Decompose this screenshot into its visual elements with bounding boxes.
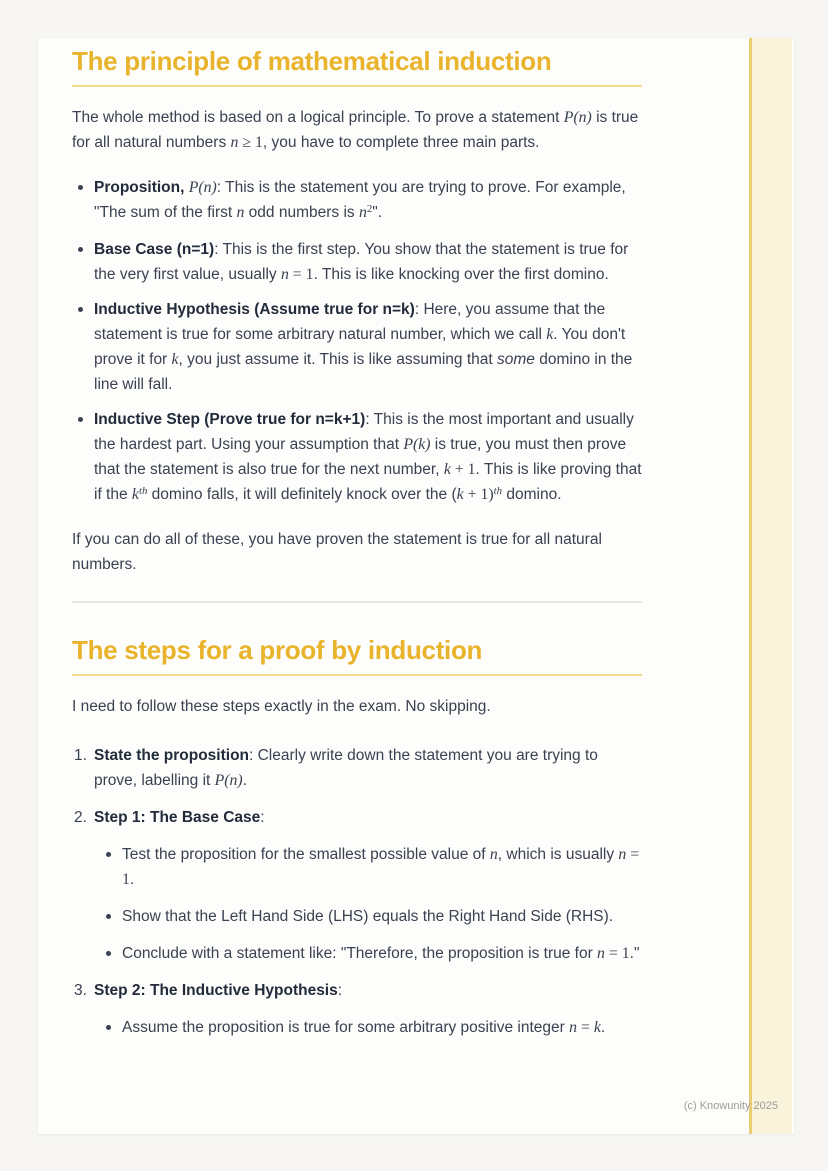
list-item-text: Proposition, P(n): This is the statement you are trying to prove. For example, "The sum of the first n odd numbers is $n^2$".: [94, 179, 626, 221]
section-title: The steps for a proof by induction: [72, 635, 642, 676]
step-number: 1.: [74, 747, 87, 764]
list-item: [94, 941, 642, 966]
bullet-list: [72, 175, 642, 509]
list-item: [72, 297, 642, 397]
outro-paragraph: If you can do all of these, you have proven the statement is true for all natural numbers.: [72, 531, 602, 573]
page-title: The principle of mathematical induction: [72, 46, 642, 87]
bullet-icon: [78, 307, 83, 312]
intro-paragraph: The whole method is based on a logical principle. To prove a statement P(n) is true for all natural numbers n ≥ 1, you have to complete three main parts.: [72, 109, 639, 151]
bullet-icon: [106, 852, 111, 857]
list-item: [72, 237, 642, 287]
section-divider: [72, 601, 642, 603]
sub-bullet-list: [94, 842, 642, 966]
list-item: [72, 407, 642, 509]
list-item: [72, 175, 642, 227]
numbered-step: [72, 978, 642, 1040]
numbered-step: [72, 743, 642, 793]
bullet-icon: [78, 247, 83, 252]
step-text: Step 2: The Inductive Hypothesis:: [94, 982, 343, 999]
list-item-text: Base Case (n=1): This is the first step. You show that the statement is true for the very first value, usually n = 1. This is like knocking over the first domino.: [94, 241, 629, 283]
bullet-icon: [106, 951, 111, 956]
list-item-text: Inductive Hypothesis (Assume true for n=k): Here, you assume that the statement is true for some arbitrary natural number, which we call k. You don't prove it for k, you just assume it. This is like assuming that some domino in the line will fall.: [94, 301, 633, 393]
step-text: State the proposition: Clearly write down the statement you are trying to prove, labelling it P(n).: [94, 747, 598, 789]
list-item-text: Test the proposition for the smallest possible value of n, which is usually n = 1.: [122, 846, 640, 888]
step-number: 2.: [74, 809, 87, 826]
step-text: Step 1: The Base Case:: [94, 809, 265, 826]
document-page: [38, 38, 794, 1134]
intro-paragraph: I need to follow these steps exactly in the exam. No skipping.: [72, 698, 491, 715]
document-content: [72, 38, 642, 1040]
right-margin-strip: [749, 38, 792, 1134]
step-number: 3.: [74, 982, 87, 999]
list-item: [94, 1015, 642, 1040]
numbered-list: [72, 743, 642, 1040]
list-item-text: Show that the Left Hand Side (LHS) equals the Right Hand Side (RHS).: [122, 908, 614, 925]
list-item-text: Assume the proposition is true for some arbitrary positive integer n = k.: [122, 1019, 606, 1036]
list-item: [94, 842, 642, 892]
bullet-icon: [78, 417, 83, 422]
section-steps: [72, 635, 642, 1040]
sub-bullet-list: [94, 1015, 642, 1040]
copyright-watermark: (c) Knowunity 2025: [683, 1100, 778, 1112]
bullet-icon: [106, 914, 111, 919]
list-item: [94, 904, 642, 929]
section-principle: [72, 46, 642, 577]
numbered-step: [72, 805, 642, 966]
bullet-icon: [106, 1025, 111, 1030]
list-item-text: Conclude with a statement like: "Therefore, the proposition is true for n = 1.": [122, 945, 640, 962]
bullet-icon: [78, 185, 83, 190]
list-item-text: Inductive Step (Prove true for n=k+1): This is the most important and usually the hardest part. Using your assumption that P(k) is true, you must then prove that the statement is also true for the next number, k + 1. This is like proving that if the $k^{th}$ domino falls, it will definitely knock over the $(k + 1)^{th}$ domino.: [94, 411, 642, 503]
